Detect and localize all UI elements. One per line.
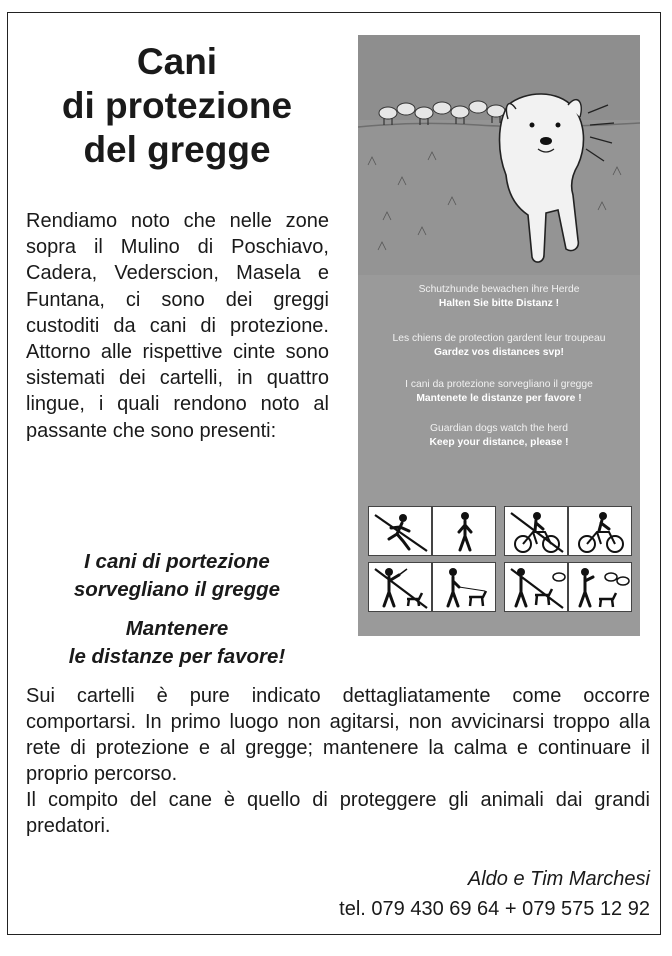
sign-german-line1: Schutzhunde bewachen ihre Herde [418, 284, 580, 295]
body-paragraph-2: Il compito del cane è quello di proteggere gli animali dai grandi predatori. [26, 789, 650, 837]
quote-line-2: sorvegliano il gregge [73, 578, 281, 601]
body-paragraph-1: Sui cartelli è pure indicato dettagliatamente come occorre comportarsi. In primo luogo non agitarsi, non avvicinarsi troppo alla rete di protezione e al gregge; mantenere la calma e continuare il proprio percorso. [26, 685, 650, 785]
sign-italian-line1: I cani da protezione sorvegliano il gregge [405, 379, 593, 390]
walking-person-icon [432, 506, 496, 556]
sign-english-line1: Guardian dogs watch the herd [430, 423, 568, 434]
quote-block-2 [22, 615, 332, 671]
person-with-dog-icon [432, 562, 496, 612]
sign-german-line2: Halten Sie bitte Distanz ! [438, 298, 560, 309]
sign-german [358, 283, 640, 311]
signature-name: Aldo e Tim Marchesi [467, 868, 650, 890]
signature-phone: tel. 079 430 69 64 + 079 575 12 92 [339, 898, 650, 920]
guardian-dog-illustration [358, 35, 640, 275]
title-line-2: di protezione [61, 85, 293, 126]
stick-threat-prohibited-icon [368, 562, 432, 612]
body-text [26, 683, 650, 839]
running-person-prohibited-icon [368, 506, 432, 556]
title-line-1: Cani [136, 41, 218, 82]
person-passing-herd-icon [568, 562, 632, 612]
quote-block-1 [22, 548, 332, 604]
dog-off-leash-prohibited-icon [504, 562, 568, 612]
sign-french-line1: Les chiens de protection gardent leur troupeau [392, 333, 606, 344]
title-line-3: del gregge [83, 129, 271, 170]
sign-italian-line2: Mantenete le distanze per favore ! [416, 393, 582, 404]
sign-english [358, 422, 640, 450]
cyclist-prohibited-icon [504, 506, 568, 556]
sign-french [358, 332, 640, 360]
warning-poster [358, 35, 640, 636]
sign-french-line2: Gardez vos distances svp! [434, 347, 564, 358]
sign-italian [358, 378, 640, 406]
quote-line-3: Mantenere [125, 617, 229, 640]
article-title [22, 40, 332, 172]
quote-line-4: le distanze per favore! [68, 645, 286, 668]
quote-line-1: I cani di portezione [84, 550, 270, 573]
sign-english-line2: Keep your distance, please ! [429, 437, 569, 448]
cyclist-icon [568, 506, 632, 556]
intro-paragraph: Rendiamo noto che nelle zone sopra il Mulino di Poschiavo, Cadera, Vederscion, Masela e Funtana, ci sono dei greggi custoditi da cani di protezione. Attorno alle rispettive cinte sono sistemati dei cartelli, in quattro lingue, i quali rendono noto al passante che sono presenti: [26, 210, 329, 442]
